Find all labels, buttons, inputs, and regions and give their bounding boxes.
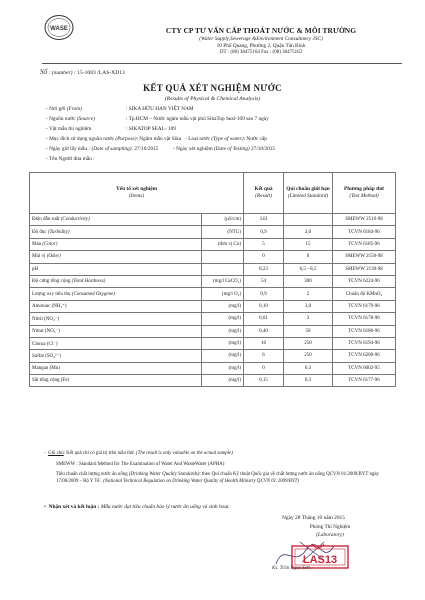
item-unit: (mg/l) [202, 350, 244, 362]
table-row [30, 214, 396, 226]
item-limit: 250 [284, 337, 333, 349]
item-unit: (µS/cm) [202, 214, 244, 226]
item-method: TCVN 6002-95 [333, 362, 396, 374]
item-result: 0,15 [244, 375, 284, 387]
conclusion-text: Mẫu nước đạt tiêu chuẩn bảo lý nước ăn uống và sinh hoạt. [100, 504, 230, 510]
item-result: 0,40 [244, 325, 284, 337]
table-row [30, 288, 396, 300]
report-number [40, 68, 125, 76]
header-result: Kết quả (Result) [244, 173, 284, 214]
table-row [30, 325, 396, 337]
item-unit [202, 263, 244, 275]
item-method: Chuẩn độ KMnO₄ [333, 288, 396, 300]
purpose-value: : Ngâm mẫu vật Sika [136, 136, 182, 142]
item-result: 5 [244, 238, 284, 250]
table-row [30, 238, 396, 250]
stamp-text: LAS13 [302, 554, 338, 566]
table-row [30, 350, 396, 362]
item-name: Màu (Color) [30, 238, 202, 250]
table-row [30, 313, 396, 325]
signature-lab: Phòng Thí Nghiệm [309, 524, 351, 530]
results-table [29, 172, 396, 387]
report-number-value: 15-1083 /LAS-XD13 [77, 70, 125, 76]
logo-text: WASE [50, 26, 68, 32]
item-result: 0,9 [244, 288, 284, 300]
header-items: Yếu tố xét nghiệm (Items) [30, 173, 244, 214]
item-unit: (mg/l) [202, 313, 244, 325]
item-name: Mùi vị (Odor) [30, 251, 202, 263]
item-method: TCVN 6179-96 [333, 300, 396, 312]
item-limit: 300 [284, 275, 333, 287]
item-result: 143 [244, 214, 284, 226]
report-number-label: Số [40, 68, 47, 76]
table-row [30, 300, 396, 312]
item-unit: (mg/l) [202, 362, 244, 374]
item-method: TCVN 6194-96 [333, 337, 396, 349]
item-method: TCVN 6177-96 [333, 375, 396, 387]
item-name: Sắt tổng cộng (Fe) [30, 375, 202, 387]
item-limit: 250 [284, 350, 333, 362]
table-row [30, 362, 396, 374]
sample-value: : SIKATOP SEAL- 109 [126, 126, 176, 132]
item-limit: 2,0 [284, 226, 333, 238]
note-standard: Tiêu chuẩn chất lượng nước ăn uống (Drinking Water Quality Standards): theo Qui chuẩn Kỹ thuật Quốc gia về chất lượng nước ăn uống QCVN 01:2009/BYT ngày 17/06/2009 – Bộ Y Tế . (National Technical Regulation on Drinking Water Quality of Health Ministry QCVN 01:2009/BYT) [56, 472, 379, 484]
item-name: Nitrit (NO₂⁻) [30, 313, 202, 325]
note-line: - Ghi chú: Kết quả chỉ có giá trị trên mẫu thử. (The result is only valuable on the actual sample) [44, 451, 233, 456]
signature-date: Ngày 28 Tháng 10 năm 2015 [282, 515, 345, 521]
item-result: 0,9 [244, 226, 284, 238]
item-unit: (NTU) [202, 226, 244, 238]
table-row [30, 226, 396, 238]
item-method: TCVN 6224-96 [333, 275, 396, 287]
item-unit: (mg/l) [202, 300, 244, 312]
item-limit: 0,3 [284, 362, 333, 374]
item-name: Mangan (Mn) [30, 362, 202, 374]
report-number-label-en: : (number) : [48, 70, 76, 76]
item-result: 0,01 [244, 313, 284, 325]
testing-date: 27/10/2015 [250, 146, 276, 152]
item-unit: (mg/l O₂) [202, 288, 244, 300]
company-logo [44, 14, 74, 41]
item-name: Độ đục (Turbidity) [30, 226, 202, 238]
item-limit: 6,5 - 8,5 [284, 263, 333, 275]
item-method: TCVN 6184-96 [333, 226, 396, 238]
company-address: 10 Phố Quang, Phường 2, Quận Tân Bình [216, 43, 306, 49]
item-unit: (mg/l) [202, 375, 244, 387]
table-row [30, 275, 396, 287]
conclusion-label: Nhận xét và kết luận : [48, 504, 100, 510]
item-result: 54 [244, 275, 284, 287]
signer-name: Ks. Trần Ngọc Sơn [272, 566, 310, 571]
sender-value: : SIKA HỮU HẠN VIỆT NAM [126, 106, 194, 112]
item-method: SMEWW 2150-98 [333, 251, 396, 263]
item-name: Lượng oxy tiêu thụ (Consumed Oxygene) [30, 288, 202, 300]
item-limit: 0,3 [284, 375, 333, 387]
type-value: : Nước cấp [243, 136, 267, 142]
info-delivered: - Tên Người đưa mẫu : [46, 156, 95, 162]
table-row [30, 375, 396, 387]
item-limit: 50 [284, 325, 333, 337]
item-unit: (đơn vị Co) [202, 238, 244, 250]
item-result: 16 [244, 337, 284, 349]
item-limit: 3 [284, 313, 333, 325]
table-row [30, 263, 396, 275]
item-unit: (mg/l CaCO₃) [202, 275, 244, 287]
sampling-date: : 27/10/2015 [131, 146, 159, 152]
item-unit [202, 251, 244, 263]
info-purpose: - Mục đích sử dụng nguồn nước (Purpose): Ngâm mẫu vật Sika - Loại nước (Type of water): Nước cấp [46, 136, 267, 142]
item-method: SMEWW 2130-98 [333, 263, 396, 275]
item-method: TCVN 6180-96 [333, 325, 396, 337]
item-name: Điện dẫn suất (Conductivity) [30, 214, 202, 226]
note-label: Ghi chú [48, 451, 64, 456]
item-result: 8,23 [244, 263, 284, 275]
signature-lab-en: (Laboratory) [316, 532, 344, 538]
source-value: : Tp.HCM – Nước ngâm mẫu vật phủ SikaTop Seal-109 sau 7 ngày [126, 116, 269, 122]
info-sample: - Vật mẫu thí nghiệm : SIKATOP SEAL- 109 [46, 126, 176, 132]
item-name: pH [30, 263, 202, 275]
item-method: SMEWW 2510-98 [333, 214, 396, 226]
item-limit: 2 [284, 288, 333, 300]
company-name: CTY CP TƯ VẤN CẤP THOÁT NƯỚC & MÔI TRƯỜNG [165, 26, 357, 35]
item-unit: (mg/l) [202, 337, 244, 349]
item-result: 0 [244, 362, 284, 374]
item-name: Clorua (Cl⁻) [30, 337, 202, 349]
item-method: TCVN 6200-96 [333, 350, 396, 362]
conclusion: • Nhận xét và kết luận : Mẫu nước đạt tiêu chuẩn bảo lý nước ăn uống và sinh hoạt. [44, 504, 230, 510]
item-method: TCVN 6178-96 [333, 313, 396, 325]
item-name: Độ cứng tổng cộng (Total Hardness) [30, 275, 202, 287]
item-unit: (mg/l) [202, 325, 244, 337]
table-row [30, 251, 396, 263]
item-result: 0,10 [244, 300, 284, 312]
table-header-row [30, 173, 396, 214]
item-name: Amoniac (NH₃⁺) [30, 300, 202, 312]
lab-stamp [262, 538, 372, 578]
note-smeww: SMEWW : Standard Method for The Examination of Water And WasteWater (APHA) [56, 462, 225, 467]
table-row [30, 337, 396, 349]
company-name-en: (Water Supply,Sewerage &Environment Consultancy JSC) [199, 36, 323, 42]
item-limit: 15 [284, 238, 333, 250]
header-divider [42, 63, 402, 64]
header-limit: Qui chuẩn giới hạn (Limited Standard) [284, 173, 333, 214]
item-name: Nitrat (NO₃⁻) [30, 325, 202, 337]
item-limit [284, 214, 333, 226]
item-result: 6 [244, 350, 284, 362]
company-phone: DT : (08) 38475164 Fax : (08) 38475163 [219, 50, 303, 55]
info-dates: - Ngày giờ lấy mẫu : (Date of sampling): 27/10/2015 - Ngày xét nghiệm (Date of Testing) 27/10/2015 [46, 146, 276, 152]
item-result: 0 [244, 251, 284, 263]
item-limit: 0 [284, 251, 333, 263]
page-subtitle: (Results of Physical & Chemical Analysis) [164, 96, 261, 102]
item-limit: 3,0 [284, 300, 333, 312]
company-block [120, 26, 402, 55]
info-sender: - Nơi gởi (From) : SIKA HỮU HẠN VIỆT NAM [46, 106, 194, 112]
info-source: - Nguồn nước (Source) : Tp.HCM – Nước ngâm mẫu vật phủ SikaTop Seal-109 sau 7 ngày [46, 116, 269, 122]
header-method: Phương pháp thử (Test Method) [333, 173, 396, 214]
page-title: KẾT QUẢ XÉT NGHIỆM NƯỚC [143, 83, 282, 93]
item-name: Sulfat (SO₄²⁻) [30, 350, 202, 362]
item-method: TCVN 6185-96 [333, 238, 396, 250]
